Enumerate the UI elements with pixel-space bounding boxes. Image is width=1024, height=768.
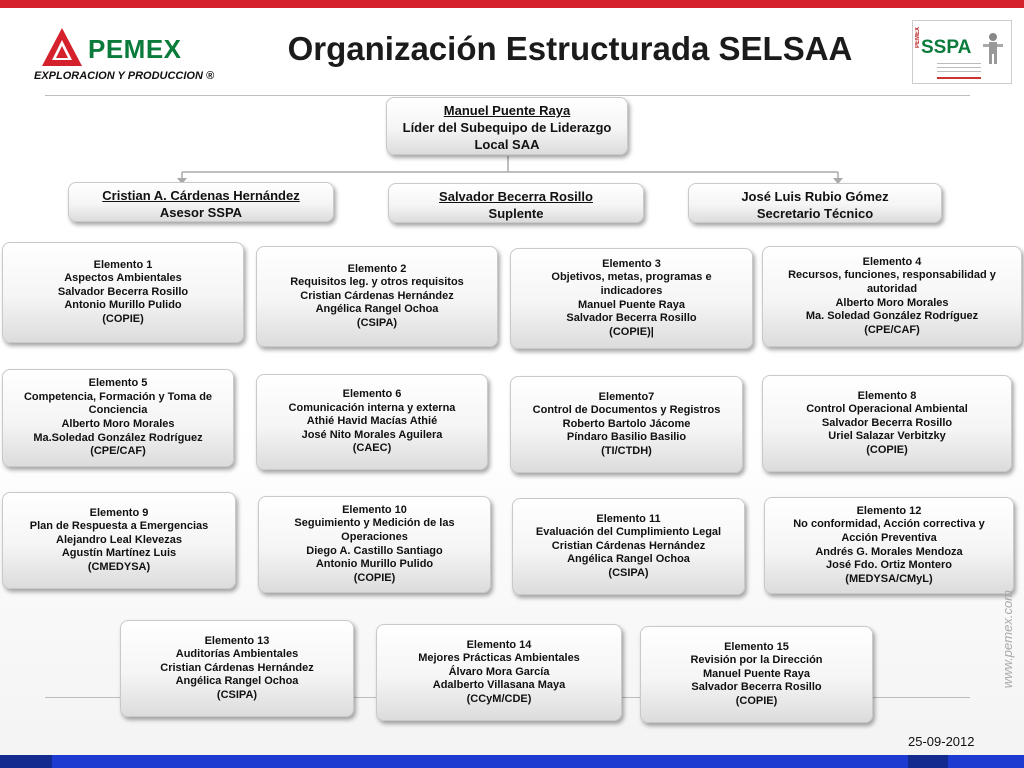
element-line: Angélica Rangel Ochoa — [567, 553, 690, 566]
element-line: Cristian Cárdenas Hernández — [300, 289, 454, 302]
element-line: Salvador Becerra Rosillo — [821, 416, 953, 429]
element-line: Control Operacional Ambiental — [806, 403, 968, 416]
element-title: Elemento 9 — [89, 506, 149, 519]
element-line: José Fdo. Ortiz Montero — [826, 559, 952, 572]
element-line: (COPIE) — [102, 312, 144, 325]
element-box-13 — [120, 620, 354, 717]
element-title: Elemento 5 — [88, 377, 148, 390]
bottom-bar-segment — [908, 755, 948, 768]
element-line: Acción Preventiva — [841, 531, 937, 544]
element-line: Angélica Rangel Ochoa — [175, 675, 299, 688]
element-box-10 — [258, 496, 491, 593]
element-line: Antonio Murillo Pulido — [315, 558, 434, 571]
element-line: Adalberto Villasana Maya — [432, 679, 566, 692]
element-line: Andrés G. Morales Mendoza — [815, 545, 963, 558]
element-line: Comunicación interna y externa — [288, 401, 456, 414]
element-line: José Nito Morales Aguilera — [301, 428, 443, 441]
element-box-14 — [376, 624, 622, 721]
element-title: Elemento 2 — [347, 262, 407, 275]
element-line: Plan de Respuesta a Emergencias — [29, 520, 209, 533]
element-line: (TI/CTDH) — [601, 444, 652, 457]
website-watermark: www.pemex.com — [1000, 590, 1015, 689]
element-title: Elemento 8 — [857, 389, 917, 402]
element-line: Control de Documentos y Registros — [532, 404, 721, 417]
element-line: Evaluación del Cumplimiento Legal — [535, 526, 722, 539]
element-line: Diego A. Castillo Santiago — [306, 544, 443, 557]
element-title: Elemento 12 — [856, 504, 922, 517]
element-line: Operaciones — [341, 530, 408, 543]
element-line: Ma.Soledad González Rodríguez — [33, 431, 203, 444]
element-line: Auditorías Ambientales — [175, 648, 299, 661]
element-line: Objetivos, metas, programas e — [551, 271, 712, 284]
element-line: (CSIPA) — [216, 688, 258, 701]
element-title: Elemento 1 — [93, 258, 153, 271]
element-line: Seguimiento y Medición de las — [294, 517, 455, 530]
staff-role: Suplente — [488, 206, 544, 221]
element-title: Elemento7 — [598, 390, 655, 403]
element-line: Salvador Becerra Rosillo — [566, 312, 697, 325]
element-line: autoridad — [866, 282, 918, 295]
element-line: Alberto Moro Morales — [835, 296, 949, 309]
element-title: Elemento 13 — [204, 634, 270, 647]
element-line: Athié Havid Macías Athié — [306, 415, 438, 428]
sspa-logo-text: SSPA — [921, 37, 972, 58]
element-line: (CAEC) — [352, 442, 392, 455]
bottom-bar-segment — [0, 755, 52, 768]
element-box-1 — [2, 242, 244, 343]
staff-box-substitute — [388, 183, 644, 223]
element-line: Requisitos leg. y otros requisitos — [290, 276, 464, 289]
element-box-15 — [640, 626, 873, 723]
sspa-logo-vertical-mark: PEMEX — [915, 27, 921, 49]
element-line: Manuel Puente Raya — [703, 667, 810, 680]
element-line: Roberto Bartolo Jácome — [562, 417, 691, 430]
element-line: (MEDYSA/CMyL) — [845, 572, 933, 585]
element-line: (COPIE) — [353, 571, 396, 584]
element-line: Salvador Becerra Rosillo — [691, 681, 822, 694]
element-line: (COPIE)| — [609, 325, 654, 338]
slide-date: 25-09-2012 — [908, 734, 975, 749]
element-title: Elemento 15 — [724, 640, 789, 653]
element-line: Aspectos Ambientales — [64, 272, 182, 285]
element-box-5 — [2, 369, 234, 467]
staff-box-secretary — [688, 183, 942, 223]
element-title: Elemento 3 — [602, 257, 661, 270]
bottom-accent-bar — [0, 755, 1024, 768]
pemex-logo-subtitle: EXPLORACION Y PRODUCCION ® — [34, 70, 215, 82]
element-line: (CSIPA) — [608, 566, 649, 579]
staff-box-advisor — [68, 182, 334, 222]
element-line: Salvador Becerra Rosillo — [57, 285, 189, 298]
element-line: (CPE/CAF) — [864, 323, 920, 336]
element-line: Conciencia — [88, 404, 148, 417]
element-box-6 — [256, 374, 488, 470]
element-line: Agustín Martínez Luis — [61, 547, 177, 560]
element-line: Ma. Soledad González Rodríguez — [805, 310, 979, 323]
element-line: Cristian Cárdenas Hernández — [160, 661, 314, 674]
element-line: indicadores — [600, 284, 663, 297]
element-line: (CSIPA) — [356, 316, 398, 329]
leader-name: Manuel Puente Raya — [443, 103, 571, 118]
element-title: Elemento 4 — [862, 255, 922, 268]
element-line: No conformidad, Acción correctiva y — [793, 518, 985, 531]
element-line: (COPIE) — [866, 443, 908, 456]
element-box-11 — [512, 498, 745, 595]
element-line: Píndaro Basilio Basilio — [566, 431, 687, 444]
element-line: Álvaro Mora García — [448, 665, 550, 678]
element-title: Elemento 11 — [596, 512, 661, 525]
element-box-3 — [510, 248, 753, 349]
staff-name: Salvador Becerra Rosillo — [439, 189, 593, 204]
staff-name: José Luis Rubio Gómez — [741, 189, 889, 204]
element-line: Antonio Murillo Pulido — [64, 299, 182, 312]
staff-role: Asesor SSPA — [159, 205, 243, 220]
element-line: Uriel Salazar Verbitzky — [828, 430, 946, 443]
element-line: Cristian Cárdenas Hernández — [551, 539, 706, 552]
element-line: Mejores Prácticas Ambientales — [418, 652, 580, 665]
element-box-8 — [762, 375, 1012, 472]
leader-box — [386, 97, 628, 155]
element-line: (CPE/CAF) — [90, 445, 146, 458]
element-box-9 — [2, 492, 236, 589]
element-line: Recursos, funciones, responsabilidad y — [788, 269, 996, 282]
element-line: Angélica Rangel Ochoa — [315, 303, 439, 316]
element-box-2 — [256, 246, 498, 347]
page-title: Organización Estructurada SELSAA — [287, 30, 853, 67]
element-line: Alejandro Leal Klevezas — [56, 533, 182, 546]
element-line: Revisión por la Dirección — [690, 654, 823, 667]
element-title: Elemento 6 — [342, 388, 402, 401]
pemex-logo-text: PEMEX — [88, 34, 182, 64]
element-title: Elemento 10 — [342, 503, 407, 516]
element-box-7 — [510, 376, 743, 473]
staff-role: Secretario Técnico — [756, 206, 874, 221]
element-line: (CCyM/CDE) — [466, 692, 532, 705]
element-line: Alberto Moro Morales — [61, 418, 175, 430]
element-line: (CMEDYSA) — [87, 560, 151, 573]
element-title: Elemento 14 — [466, 638, 532, 651]
element-line: (COPIE) — [735, 694, 778, 707]
element-box-12 — [764, 497, 1014, 594]
element-line: Manuel Puente Raya — [578, 298, 685, 311]
element-line: Competencia, Formación y Toma de — [23, 390, 213, 403]
staff-name: Cristian A. Cárdenas Hernández — [102, 188, 300, 203]
leader-role: Líder del Subequipo de Liderazgo Local SAA — [402, 120, 612, 152]
element-box-4 — [762, 246, 1022, 347]
